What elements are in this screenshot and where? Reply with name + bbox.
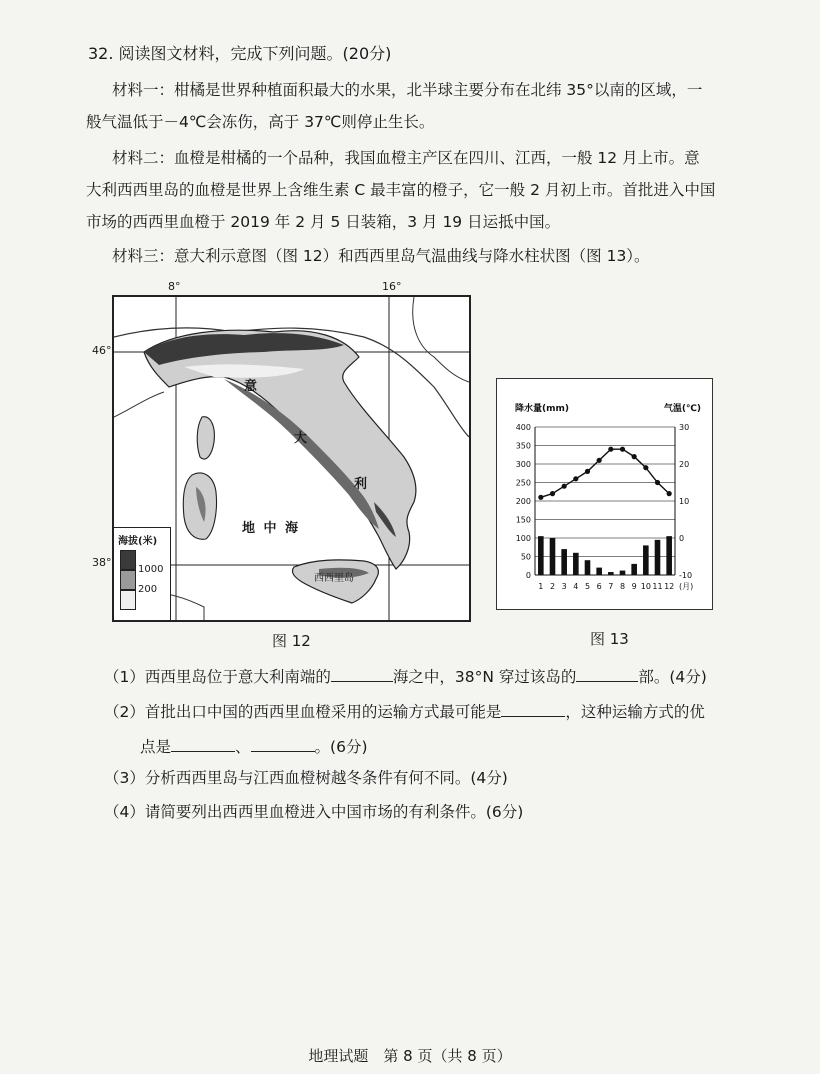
question-1-part-a: （1）西西里岛位于意大利南端的	[104, 668, 331, 686]
answer-blank-advantage-2[interactable]	[251, 735, 315, 752]
precip-tick-label: 200	[515, 497, 531, 506]
month-label-7: 7	[608, 582, 614, 591]
legend-title: 海拔(米)	[118, 536, 158, 547]
elevation-legend	[114, 527, 171, 620]
temp-tick-label: 30	[679, 423, 690, 432]
legend-swatch-mid	[120, 570, 136, 590]
temp-tick-label: 10	[679, 497, 690, 506]
answer-blank-transport[interactable]	[501, 700, 565, 717]
map-label-da: 大	[294, 431, 308, 446]
question-1	[104, 665, 707, 687]
map-label-li: 利	[354, 477, 368, 492]
italy-map	[112, 295, 471, 622]
answer-blank-advantage-1[interactable]	[171, 735, 235, 752]
figure-13-caption: 图 13	[590, 630, 629, 648]
climate-chart-box	[496, 378, 713, 610]
legend-200-label: 200	[138, 584, 158, 595]
month-label-12: 12	[664, 582, 675, 591]
precip-tick-label: 0	[525, 571, 531, 580]
question-2-part-d: 。(6分)	[314, 738, 368, 756]
month-label-1: 1	[538, 582, 544, 591]
question-1-part-c: 部。(4分)	[638, 668, 707, 686]
material-1-line-1: 材料一：柑橘是世界种植面积最大的水果，北半球主要分布在北纬 35°以南的区域，一	[112, 81, 703, 99]
question-2-part-a: （2）首批出口中国的西西里血橙采用的运输方式最可能是	[104, 703, 502, 721]
map-label-yi: 意	[244, 379, 258, 394]
map-label-mediterranean: 地 中 海	[242, 521, 301, 536]
precip-tick-label: 400	[515, 423, 531, 432]
material-2-line-3: 市场的西西里血橙于 2019 年 2 月 5 日装箱，3 月 19 日运抵中国。	[86, 213, 561, 231]
longitude-8-label: 8°	[168, 280, 181, 293]
precip-tick-label: 350	[515, 441, 531, 451]
precip-bar-2	[550, 538, 556, 575]
answer-blank-part[interactable]	[576, 665, 638, 682]
temperature-point-7	[608, 447, 613, 452]
month-label-11: 11	[652, 582, 663, 591]
material-1-line-2: 般气温低于－4℃会冻伤，高于 37℃则停止生长。	[86, 113, 435, 131]
precip-bar-5	[585, 560, 591, 575]
question-2-separator: 、	[235, 738, 251, 756]
figure-12-caption: 图 12	[272, 632, 311, 650]
question-1-part-b: 海之中，38°N 穿过该岛的	[392, 668, 577, 686]
precip-bar-9	[631, 564, 637, 575]
month-unit-label: (月)	[679, 582, 694, 591]
precip-tick-label: 150	[515, 515, 531, 525]
precip-bar-1	[538, 536, 544, 575]
question-header: 32. 阅读图文材料，完成下列问题。(20分)	[88, 44, 392, 63]
temperature-point-3	[562, 484, 567, 489]
temperature-point-4	[573, 476, 578, 481]
answer-blank-sea[interactable]	[331, 665, 393, 682]
temperature-point-6	[597, 458, 602, 463]
precip-tick-label: 250	[515, 478, 531, 488]
month-label-4: 4	[573, 582, 579, 591]
temperature-line	[541, 449, 669, 497]
temp-tick-label: 0	[679, 534, 685, 543]
temperature-point-10	[643, 465, 648, 470]
precip-bar-8	[620, 571, 626, 575]
month-label-6: 6	[596, 582, 602, 591]
precip-bar-4	[573, 553, 579, 575]
precip-bar-7	[608, 572, 614, 575]
temperature-point-9	[632, 454, 637, 459]
question-2-part-b: ，这种运输方式的优	[565, 703, 705, 721]
legend-swatch-low	[120, 590, 136, 610]
longitude-16-label: 16°	[382, 280, 402, 293]
precip-bar-3	[561, 549, 567, 575]
temperature-point-5	[585, 469, 590, 474]
legend-swatch-high	[120, 550, 136, 570]
precip-tick-label: 300	[515, 460, 531, 469]
temperature-point-2	[550, 491, 555, 496]
temperature-point-1	[538, 495, 543, 500]
precip-tick-label: 100	[515, 534, 531, 543]
month-label-5: 5	[584, 582, 591, 591]
map-label-sicily: 西西里岛	[314, 573, 354, 584]
precip-tick-label: 50	[520, 552, 531, 562]
latitude-38-label: 38°	[92, 556, 112, 569]
month-label-3: 3	[561, 582, 567, 591]
question-4: （4）请简要列出西西里血橙进入中国市场的有利条件。(6分)	[104, 803, 524, 821]
precip-bar-11	[655, 540, 661, 575]
temp-tick-label: -10	[679, 571, 693, 580]
material-2-line-2: 大利西西里岛的血橙是世界上含维生素 C 最丰富的橙子，它一般 2 月初上市。首批进入中国	[86, 181, 716, 199]
precip-bar-6	[596, 568, 602, 575]
material-2-line-1: 材料二：血橙是柑橘的一个品种，我国血橙主产区在四川、江西，一般 12 月上市。意	[112, 149, 700, 167]
precip-axis-title: 降水量(mm)	[515, 404, 569, 414]
question-3: （3）分析西西里岛与江西血橙树越冬条件有何不同。(4分)	[104, 769, 508, 787]
temp-axis-title: 气温(℃)	[663, 404, 701, 414]
material-3-line-1: 材料三：意大利示意图（图 12）和西西里岛气温曲线与降水柱状图（图 13）。	[112, 247, 650, 265]
temperature-point-8	[620, 447, 625, 452]
temp-tick-label: 20	[679, 460, 690, 469]
latitude-46-label: 46°	[92, 344, 112, 357]
climate-chart	[497, 379, 712, 609]
month-label-8: 8	[619, 582, 626, 591]
precip-bar-12	[666, 536, 672, 575]
month-label-2: 2	[549, 582, 556, 591]
month-label-9: 9	[631, 582, 637, 591]
question-2-continued	[140, 735, 368, 757]
question-2	[104, 700, 705, 722]
precip-bar-10	[643, 545, 649, 575]
temperature-point-11	[655, 480, 660, 485]
temperature-point-12	[667, 491, 672, 496]
question-2-part-c: 点是	[140, 738, 172, 756]
month-label-10: 10	[640, 582, 651, 591]
legend-1000-label: 1000	[138, 564, 164, 575]
page-footer: 地理试题 第 8 页（共 8 页）	[308, 1047, 512, 1065]
